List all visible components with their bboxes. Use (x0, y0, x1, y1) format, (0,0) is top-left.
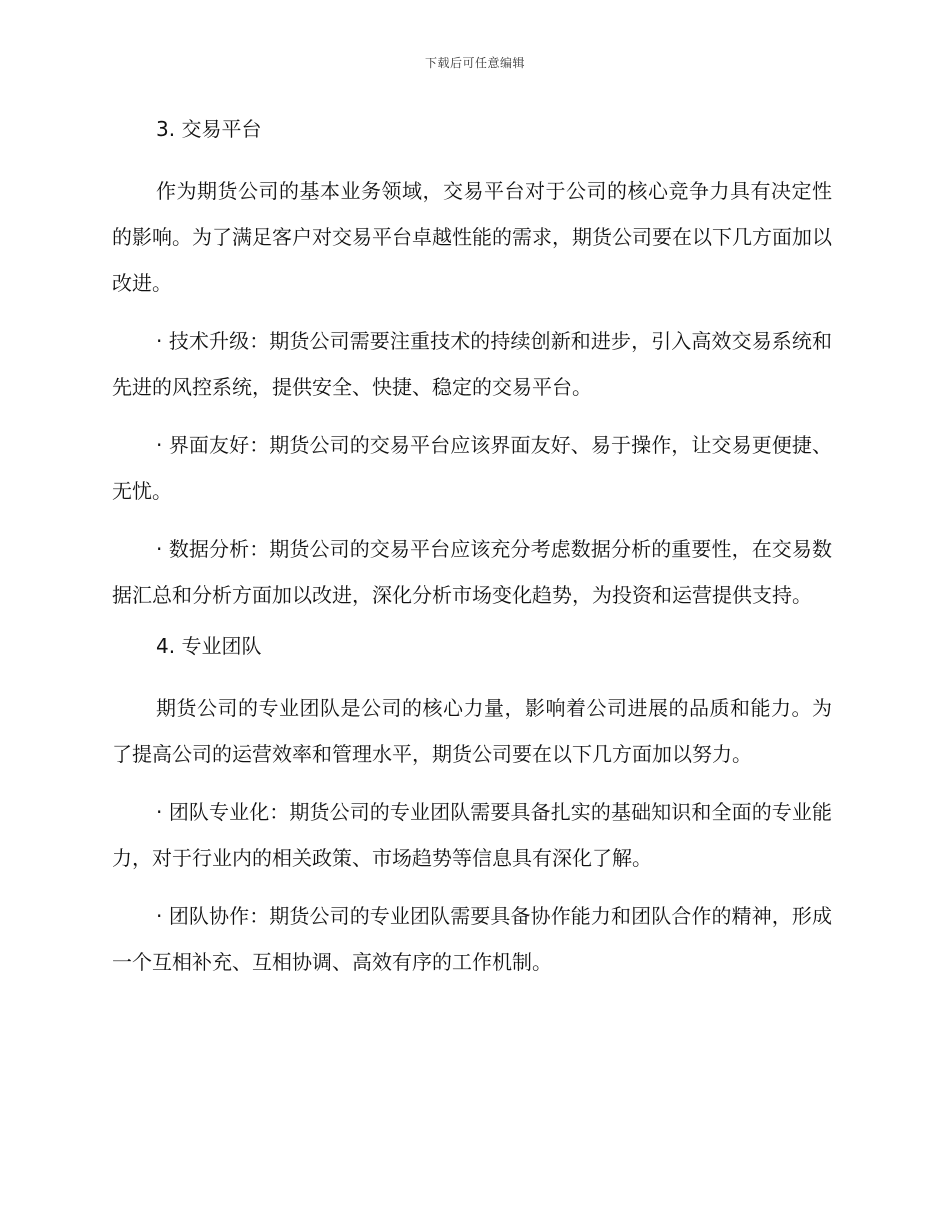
bullet-paragraph: · 数据分析：期货公司的交易平台应该充分考虑数据分析的重要性，在交易数据汇总和分析方面加以改进，深化分析市场变化趋势，为投资和运营提供支持。 (112, 537, 832, 607)
section-intro-paragraph: 作为期货公司的基本业务领域，交易平台对于公司的核心竞争力具有决定性的影响。为了满足客户对交易平台卓越性能的需求，期货公司要在以下几方面加以改进。 (112, 179, 832, 295)
section-intro-paragraph: 期货公司的专业团队是公司的核心力量，影响着公司进展的品质和能力。为了提高公司的运营效率和管理水平，期货公司要在以下几方面加以努力。 (112, 696, 832, 766)
section-professional-team (112, 630, 832, 985)
document-body (112, 113, 832, 985)
page-header: 下载后可任意编辑 (424, 56, 525, 70)
section-heading: 3. 交易平台 (156, 117, 262, 141)
bullet-paragraph: · 技术升级：期货公司需要注重技术的持续创新和进步，引入高效交易系统和先进的风控系统，提供安全、快捷、稳定的交易平台。 (112, 329, 832, 399)
bullet-paragraph: · 团队协作：期货公司的专业团队需要具备协作能力和团队合作的精神，形成一个互相补充、互相协调、高效有序的工作机制。 (112, 904, 832, 974)
section-trading-platform (112, 113, 832, 618)
section-heading: 4. 专业团队 (156, 634, 262, 658)
bullet-paragraph: · 团队专业化：期货公司的专业团队需要具备扎实的基础知识和全面的专业能力，对于行业内的相关政策、市场趋势等信息具有深化了解。 (112, 800, 832, 870)
bullet-paragraph: · 界面友好：期货公司的交易平台应该界面友好、易于操作，让交易更便捷、无忧。 (112, 433, 832, 503)
